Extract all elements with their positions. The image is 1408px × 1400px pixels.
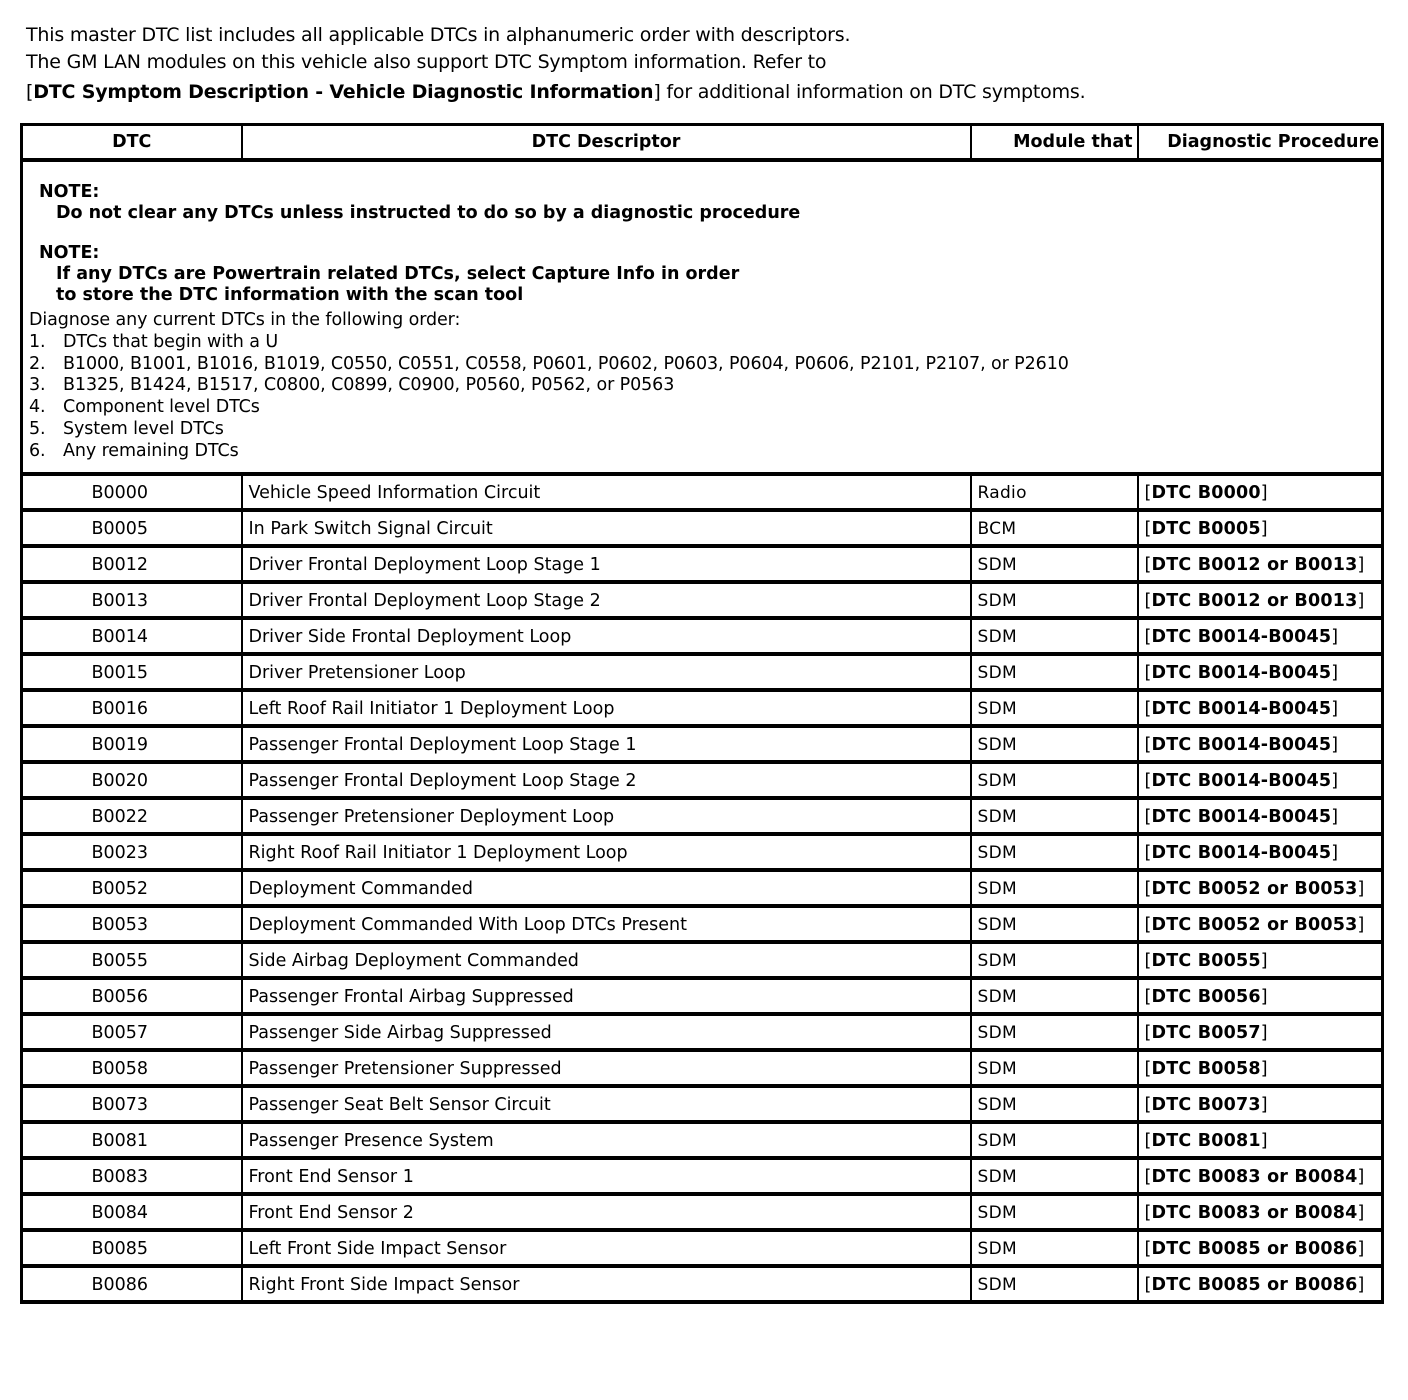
module: SDM bbox=[971, 546, 1138, 582]
table-header-row bbox=[22, 125, 1383, 161]
table-row bbox=[22, 1014, 1383, 1050]
procedure-link[interactable]: DTC B0057 bbox=[1151, 1023, 1261, 1043]
procedure-link[interactable]: DTC B0052 or B0053 bbox=[1151, 915, 1358, 935]
procedure-link[interactable]: DTC B0055 bbox=[1151, 951, 1261, 971]
diagnostic-procedure: [DTC B0014-B0045] bbox=[1138, 654, 1383, 690]
table-row bbox=[22, 582, 1383, 618]
procedure-link[interactable]: DTC B0056 bbox=[1151, 987, 1261, 1007]
procedure-link[interactable]: DTC B0083 or B0084 bbox=[1151, 1167, 1358, 1187]
dtc-code: B0014 bbox=[22, 618, 242, 654]
diagnostic-procedure: [DTC B0014-B0045] bbox=[1138, 834, 1383, 870]
dtc-code: B0081 bbox=[22, 1122, 242, 1158]
module: SDM bbox=[971, 582, 1138, 618]
dtc-code: B0056 bbox=[22, 978, 242, 1014]
dtc-code: B0022 bbox=[22, 798, 242, 834]
table-row bbox=[22, 690, 1383, 726]
module: SDM bbox=[971, 906, 1138, 942]
dtc-descriptor: Front End Sensor 2 bbox=[242, 1194, 971, 1230]
procedure-link[interactable]: DTC B0081 bbox=[1151, 1131, 1261, 1151]
intro-line-2: The GM LAN modules on this vehicle also support DTC Symptom information. Refer to bbox=[26, 51, 827, 73]
dtc-descriptor: Right Front Side Impact Sensor bbox=[242, 1266, 971, 1302]
table-row bbox=[22, 1194, 1383, 1230]
procedure-link[interactable]: DTC B0058 bbox=[1151, 1059, 1261, 1079]
table-row bbox=[22, 1230, 1383, 1266]
table-row bbox=[22, 762, 1383, 798]
module: SDM bbox=[971, 1230, 1138, 1266]
note-text: If any DTCs are Powertrain related DTCs, select Capture Info in order bbox=[56, 264, 740, 284]
diagnostic-procedure: [DTC B0058] bbox=[1138, 1050, 1383, 1086]
procedure-link[interactable]: DTC B0012 or B0013 bbox=[1151, 591, 1358, 611]
dtc-descriptor: Passenger Seat Belt Sensor Circuit bbox=[242, 1086, 971, 1122]
table-row bbox=[22, 474, 1383, 510]
dtc-code: B0023 bbox=[22, 834, 242, 870]
module: SDM bbox=[971, 618, 1138, 654]
dtc-descriptor: Driver Side Frontal Deployment Loop bbox=[242, 618, 971, 654]
procedure-link[interactable]: DTC B0052 or B0053 bbox=[1151, 879, 1358, 899]
procedure-link[interactable]: DTC B0083 or B0084 bbox=[1151, 1203, 1358, 1223]
table-row bbox=[22, 546, 1383, 582]
diagnostic-procedure: [DTC B0014-B0045] bbox=[1138, 690, 1383, 726]
module: SDM bbox=[971, 1266, 1138, 1302]
dtc-descriptor: Left Roof Rail Initiator 1 Deployment Loop bbox=[242, 690, 971, 726]
diagnostic-procedure: [DTC B0083 or B0084] bbox=[1138, 1194, 1383, 1230]
module: SDM bbox=[971, 1194, 1138, 1230]
diagnostic-procedure: [DTC B0052 or B0053] bbox=[1138, 870, 1383, 906]
table-row bbox=[22, 510, 1383, 546]
order-item: 5. System level DTCs bbox=[29, 418, 224, 439]
table-row bbox=[22, 654, 1383, 690]
header-dtc: DTC bbox=[22, 125, 242, 161]
module: SDM bbox=[971, 762, 1138, 798]
diagnostic-procedure: [DTC B0085 or B0086] bbox=[1138, 1230, 1383, 1266]
diagnostic-procedure: [DTC B0081] bbox=[1138, 1122, 1383, 1158]
dtc-descriptor: Right Roof Rail Initiator 1 Deployment Loop bbox=[242, 834, 971, 870]
diagnostic-procedure: [DTC B0052 or B0053] bbox=[1138, 906, 1383, 942]
intro-line-1: This master DTC list includes all applicable DTCs in alphanumeric order with descriptors. bbox=[26, 24, 851, 46]
order-item: 4. Component level DTCs bbox=[29, 397, 260, 418]
note-clear-dtcs bbox=[39, 182, 1381, 224]
module: SDM bbox=[971, 1158, 1138, 1194]
table-row bbox=[22, 1158, 1383, 1194]
table-row bbox=[22, 798, 1383, 834]
intro-line-3: [DTC Symptom Description - Vehicle Diagnostic Information] for additional information on DTC symptoms. bbox=[26, 81, 1086, 103]
dtc-descriptor: Vehicle Speed Information Circuit bbox=[242, 474, 971, 510]
diagnostic-procedure: [DTC B0014-B0045] bbox=[1138, 618, 1383, 654]
table-row bbox=[22, 978, 1383, 1014]
procedure-link[interactable]: DTC B0085 or B0086 bbox=[1151, 1275, 1358, 1295]
dtc-table bbox=[20, 123, 1384, 1304]
procedure-link[interactable]: DTC B0012 or B0013 bbox=[1151, 555, 1358, 575]
note-label: NOTE: bbox=[39, 243, 100, 263]
diagnostic-procedure: [DTC B0000] bbox=[1138, 474, 1383, 510]
module: SDM bbox=[971, 1050, 1138, 1086]
module: SDM bbox=[971, 690, 1138, 726]
dtc-code: B0016 bbox=[22, 690, 242, 726]
procedure-link[interactable]: DTC B0005 bbox=[1151, 519, 1261, 539]
procedure-link[interactable]: DTC B0014-B0045 bbox=[1151, 843, 1332, 863]
intro-text bbox=[26, 22, 1396, 106]
dtc-descriptor: Passenger Frontal Deployment Loop Stage 1 bbox=[242, 726, 971, 762]
procedure-link[interactable]: DTC B0014-B0045 bbox=[1151, 663, 1332, 683]
dtc-descriptor: Passenger Frontal Airbag Suppressed bbox=[242, 978, 971, 1014]
module: BCM bbox=[971, 510, 1138, 546]
table-row bbox=[22, 870, 1383, 906]
dtc-code: B0058 bbox=[22, 1050, 242, 1086]
dtc-code: B0019 bbox=[22, 726, 242, 762]
dtc-descriptor: Side Airbag Deployment Commanded bbox=[242, 942, 971, 978]
intro-line-3-rest: for additional information on DTC symptoms. bbox=[660, 81, 1086, 103]
dtc-code: B0000 bbox=[22, 474, 242, 510]
module: SDM bbox=[971, 1122, 1138, 1158]
diagnose-order-intro: Diagnose any current DTCs in the following order: bbox=[29, 310, 461, 330]
table-row bbox=[22, 834, 1383, 870]
header-procedure: Diagnostic Procedure bbox=[1138, 125, 1383, 161]
module: SDM bbox=[971, 726, 1138, 762]
dtc-descriptor: In Park Switch Signal Circuit bbox=[242, 510, 971, 546]
dtc-descriptor: Left Front Side Impact Sensor bbox=[242, 1230, 971, 1266]
procedure-link[interactable]: DTC B0014-B0045 bbox=[1151, 735, 1332, 755]
dtc-descriptor: Passenger Side Airbag Suppressed bbox=[242, 1014, 971, 1050]
procedure-link[interactable]: DTC B0014-B0045 bbox=[1151, 771, 1332, 791]
diagnostic-procedure: [DTC B0055] bbox=[1138, 942, 1383, 978]
procedure-link[interactable]: DTC B0014-B0045 bbox=[1151, 627, 1332, 647]
diagnostic-procedure: [DTC B0014-B0045] bbox=[1138, 798, 1383, 834]
note-capture-info bbox=[39, 243, 1381, 306]
dtc-descriptor: Passenger Pretensioner Suppressed bbox=[242, 1050, 971, 1086]
table-row bbox=[22, 726, 1383, 762]
dtc-code: B0057 bbox=[22, 1014, 242, 1050]
dtc-code: B0084 bbox=[22, 1194, 242, 1230]
dtc-code: B0086 bbox=[22, 1266, 242, 1302]
note-text: to store the DTC information with the scan tool bbox=[56, 285, 524, 305]
diagnostic-procedure: [DTC B0012 or B0013] bbox=[1138, 546, 1383, 582]
procedure-link[interactable]: DTC B0000 bbox=[1151, 483, 1261, 503]
procedure-link[interactable]: DTC B0073 bbox=[1151, 1095, 1261, 1115]
table-row bbox=[22, 1266, 1383, 1302]
dtc-code: B0012 bbox=[22, 546, 242, 582]
diagnostic-procedure: [DTC B0085 or B0086] bbox=[1138, 1266, 1383, 1302]
table-row bbox=[22, 1122, 1383, 1158]
notes-cell bbox=[22, 160, 1383, 474]
dtc-code: B0073 bbox=[22, 1086, 242, 1122]
dtc-descriptor: Deployment Commanded bbox=[242, 870, 971, 906]
dtc-code: B0015 bbox=[22, 654, 242, 690]
dtc-code: B0052 bbox=[22, 870, 242, 906]
table-row bbox=[22, 1086, 1383, 1122]
dtc-descriptor: Driver Pretensioner Loop bbox=[242, 654, 971, 690]
table-row bbox=[22, 1050, 1383, 1086]
dtc-descriptor: Passenger Pretensioner Deployment Loop bbox=[242, 798, 971, 834]
dtc-code: B0085 bbox=[22, 1230, 242, 1266]
header-module: Module that bbox=[971, 125, 1138, 161]
dtc-descriptor: Front End Sensor 1 bbox=[242, 1158, 971, 1194]
dtc-code: B0053 bbox=[22, 906, 242, 942]
dtc-descriptor: Passenger Frontal Deployment Loop Stage 2 bbox=[242, 762, 971, 798]
order-item: 2. B1000, B1001, B1016, B1019, C0550, C0551, C0558, P0601, P0602, P0603, P0604, P0606, P2101, P2107, or P2610 bbox=[29, 353, 1069, 374]
diagnostic-procedure: [DTC B0012 or B0013] bbox=[1138, 582, 1383, 618]
diagnostic-procedure: [DTC B0057] bbox=[1138, 1014, 1383, 1050]
dtc-code: B0020 bbox=[22, 762, 242, 798]
dtc-descriptor: Passenger Presence System bbox=[242, 1122, 971, 1158]
module: SDM bbox=[971, 798, 1138, 834]
table-row bbox=[22, 618, 1383, 654]
diagnostic-procedure: [DTC B0014-B0045] bbox=[1138, 762, 1383, 798]
procedure-link[interactable]: DTC B0085 or B0086 bbox=[1151, 1239, 1358, 1259]
order-item: 1. DTCs that begin with a U bbox=[29, 331, 279, 352]
diagnostic-procedure: [DTC B0005] bbox=[1138, 510, 1383, 546]
dtc-code: B0083 bbox=[22, 1158, 242, 1194]
module: SDM bbox=[971, 834, 1138, 870]
dtc-code: B0013 bbox=[22, 582, 242, 618]
note-text: Do not clear any DTCs unless instructed to do so by a diagnostic procedure bbox=[56, 203, 801, 223]
table-row bbox=[22, 942, 1383, 978]
module: SDM bbox=[971, 978, 1138, 1014]
procedure-link[interactable]: DTC B0014-B0045 bbox=[1151, 699, 1332, 719]
diagnose-order bbox=[29, 310, 1381, 463]
module: SDM bbox=[971, 654, 1138, 690]
diagnostic-procedure: [DTC B0014-B0045] bbox=[1138, 726, 1383, 762]
note-label: NOTE: bbox=[39, 182, 100, 202]
order-item: 3. B1325, B1424, B1517, C0800, C0899, C0900, P0560, P0562, or P0563 bbox=[29, 375, 675, 396]
module: SDM bbox=[971, 1014, 1138, 1050]
diagnostic-procedure: [DTC B0083 or B0084] bbox=[1138, 1158, 1383, 1194]
module: Radio bbox=[971, 474, 1138, 510]
module: SDM bbox=[971, 870, 1138, 906]
notes-row bbox=[22, 160, 1383, 474]
table-row bbox=[22, 906, 1383, 942]
dtc-descriptor: Driver Frontal Deployment Loop Stage 1 bbox=[242, 546, 971, 582]
dtc-code: B0055 bbox=[22, 942, 242, 978]
diagnostic-procedure: [DTC B0056] bbox=[1138, 978, 1383, 1014]
order-item: 6. Any remaining DTCs bbox=[29, 440, 239, 461]
header-descriptor: DTC Descriptor bbox=[242, 125, 971, 161]
module: SDM bbox=[971, 1086, 1138, 1122]
dtc-descriptor: Driver Frontal Deployment Loop Stage 2 bbox=[242, 582, 971, 618]
diagnostic-procedure: [DTC B0073] bbox=[1138, 1086, 1383, 1122]
module: SDM bbox=[971, 942, 1138, 978]
procedure-link[interactable]: DTC B0014-B0045 bbox=[1151, 807, 1332, 827]
dtc-descriptor: Deployment Commanded With Loop DTCs Present bbox=[242, 906, 971, 942]
dtc-code: B0005 bbox=[22, 510, 242, 546]
symptom-description-link[interactable]: DTC Symptom Description - Vehicle Diagnostic Information bbox=[33, 81, 654, 103]
